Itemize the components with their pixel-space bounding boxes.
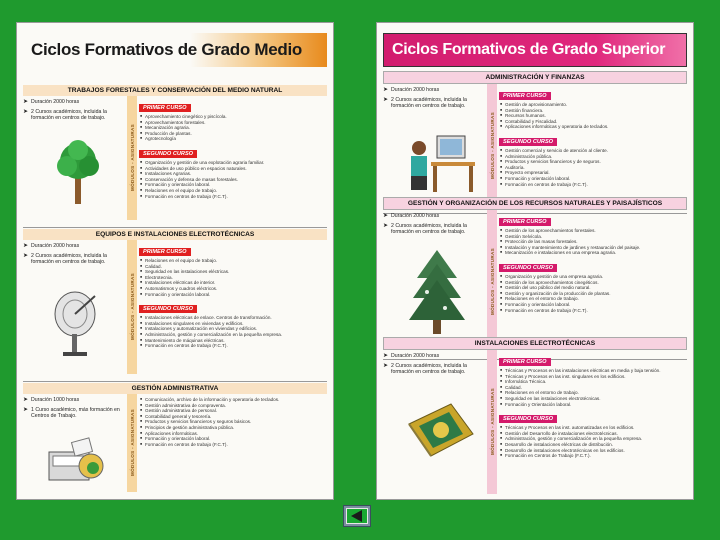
list-item: ■ Auditoría. [499, 165, 687, 171]
modules-vertical-label: MÓDULOS - ASIGNATURAS [127, 394, 137, 492]
list-item: ■ Organización y gestión de una empresa agraria. [499, 274, 687, 280]
list-item: ■ Gestión de aprovisionamiento. [499, 102, 687, 108]
list-item: ■ Administración pública. [499, 154, 687, 160]
primer-curso-list [499, 368, 687, 407]
section-title: INSTALACIONES ELECTROTÉCNICAS [383, 337, 687, 350]
courses-text: ➤ 2 Cursos académicos, incluida la formación en centros de trabajo. [383, 363, 485, 376]
office-worker-illustration [401, 126, 477, 196]
divider [23, 227, 327, 228]
section-title: ADMINISTRACIÓN Y FINANZAS [383, 71, 687, 84]
list-item: ■ Conservación y defensa de masas forestales. [139, 177, 327, 183]
list-item: ■ Formación en centros de trabajo (F.C.T). [139, 194, 327, 200]
list-item: ■ Contabilidad y Fiscalidad. [499, 119, 687, 125]
list-item: ■ Gestión del Desarrollo de instalaciones electrotécnicas. [499, 431, 687, 437]
list-item: ■ Aplicaciones informáticas. [139, 431, 327, 437]
courses-text: ➤ 2 Cursos académicos, incluida la formación en centros de trabajo. [23, 109, 125, 122]
list-item: ■ Formación y orientación laboral. [139, 436, 327, 442]
list-item: ■ Formación en centros de trabajo (F.C.T). [139, 343, 327, 349]
satellite-dish-illustration [51, 286, 107, 358]
list-item: ■ Seguridad en las instalaciones eléctricas. [139, 269, 327, 275]
list-item: ■ Aplicaciones informáticas y operatoria de teclados. [499, 124, 687, 130]
list-item: ■ Actividades de uso público en espacios naturales. [139, 166, 327, 172]
list-item: ■ Gestión Selvícola. [499, 234, 687, 240]
courses-text: ➤ 2 Cursos académicos, incluida la formación en centros de trabajo. [383, 97, 485, 110]
list-item: ■ Formación en centros de trabajo (F.C.T). [139, 442, 327, 448]
segundo-curso-label: SEGUNDO CURSO [499, 138, 557, 146]
list-item: ■ Mecanización e instalaciones en una empresa agraria. [499, 250, 687, 256]
modules-vertical-label: MÓDULOS - ASIGNATURAS [487, 210, 497, 354]
segundo-curso-label: SEGUNDO CURSO [139, 150, 197, 158]
right-page [376, 22, 694, 500]
list-item: ■ Mantenimiento de máquinas eléctricas. [139, 338, 327, 344]
duration-text: ➤ Duración 2000 horas [23, 243, 125, 250]
courses-text: ➤ 2 Cursos académicos, incluida la formación en centros de trabajo. [383, 223, 485, 236]
list-item: ■ Gestión del uso público del medio natural. [499, 285, 687, 291]
microchip-illustration [399, 394, 479, 470]
list-item: ■ Gestión administrativa de compraventa. [139, 403, 327, 409]
list-item: ■ Aprovechamiento cinegético y piscícola. [139, 114, 327, 120]
back-button-face[interactable] [346, 508, 368, 524]
list-item: ■ Formación y orientación laboral. [499, 176, 687, 182]
list-item: ■ Desarrollo de instalaciones eléctricas de distribución. [499, 442, 687, 448]
list-item: ■ Seguridad en las instalaciones electrotécnicas. [499, 396, 687, 402]
list-item: ■ Agrotecnología [139, 136, 327, 142]
list-item: ■ Instalaciones eléctricas de enlace. Centros de transformación. [139, 315, 327, 321]
segundo-curso-label: SEGUNDO CURSO [499, 264, 557, 272]
duration-text: ➤ Duración 2000 horas [383, 213, 485, 220]
section-title: GESTIÓN ADMINISTRATIVA [23, 383, 327, 394]
list-item: ■ Instalaciones eléctricas de interior. [139, 280, 327, 286]
list-item: ■ Organización y gestión de una explotación agraria familiar. [139, 160, 327, 166]
list-item: ■ Proyecto empresarial. [499, 170, 687, 176]
primer-curso-label: PRIMER CURSO [499, 92, 551, 100]
list-item: ■ Calidad. [139, 264, 327, 270]
list-item: ■ Técnicas y Procesos en las inst. singulares en los edificios. [499, 374, 687, 380]
duration-text: ➤ Duración 1000 horas [23, 397, 125, 404]
list-item: ■ Productos y servicios financieros y seguros básicos. [139, 419, 327, 425]
left-page [16, 22, 334, 500]
primer-curso-label: PRIMER CURSO [499, 358, 551, 366]
list-item: ■ Relaciones en el entorno de trabajo. [499, 296, 687, 302]
list-item: ■ Técnicas y Procesos en las instalaciones eléctricas en media y baja tensión. [499, 368, 687, 374]
list-item: ■ Relaciones en el equipo de trabajo. [139, 188, 327, 194]
pine-tree-illustration [407, 248, 467, 338]
list-item: ■ Gestión financiera. [499, 108, 687, 114]
segundo-curso-list [139, 160, 327, 199]
primer-curso-list [139, 258, 327, 297]
section-instalaciones-electrotecnicas [383, 337, 687, 497]
segundo-curso-list [139, 315, 327, 349]
list-item: ■ Formación en centros de trabajo (F.C.T). [499, 308, 687, 314]
back-arrow-icon [350, 510, 364, 522]
primer-curso-label: PRIMER CURSO [139, 248, 191, 256]
list-item: ■ Recursos humanos. [499, 113, 687, 119]
list-item: ■ Comunicación, archivo de la información y operatoria de teclados. [139, 397, 327, 403]
back-button[interactable] [343, 505, 371, 527]
section-title: GESTIÓN Y ORGANIZACIÓN DE LOS RECURSOS NATURALES Y PAISAJÍSTICOS [383, 197, 687, 210]
duration-text: ➤ Duración 2000 horas [23, 99, 125, 106]
list-item: ■ Electrotecnia. [139, 275, 327, 281]
section-administracion-finanzas [383, 71, 687, 211]
list-item: ■ Gestión y organización de la producción de plantas. [499, 291, 687, 297]
primer-curso-label: PRIMER CURSO [139, 104, 191, 112]
segundo-curso-list [499, 148, 687, 187]
modules-vertical-label: MÓDULOS - ASIGNATURAS [487, 350, 497, 494]
primer-curso-list [499, 228, 687, 256]
list-item: ■ Calidad. [499, 385, 687, 391]
list-item: ■ Aprovechamientos forestales. [139, 120, 327, 126]
list-item: ■ Gestión comercial y servicio de atención al cliente. [499, 148, 687, 154]
duration-text: ➤ Duración 2000 horas [383, 353, 485, 360]
list-item: ■ Principios de gestión administrativa pública. [139, 425, 327, 431]
list-item: ■ Instalación y mantenimiento de jardines y restauración del paisaje. [499, 245, 687, 251]
right-page-title: Ciclos Formativos de Grado Superior [383, 33, 687, 67]
list-item: ■ Instalaciones y automatización en viviendas y edificios. [139, 326, 327, 332]
list-item: ■ Técnicas y Procesos en las inst. automatizadas en los edificios. [499, 425, 687, 431]
list-item: ■ Informática Técnica. [499, 379, 687, 385]
left-page-title: Ciclos Formativos de Grado Medio [23, 33, 327, 67]
section-title: EQUIPOS E INSTALACIONES ELECTROTÉCNICAS [23, 229, 327, 240]
primer-curso-list [499, 102, 687, 130]
list-item: ■ Instalaciones Agrarias. [139, 171, 327, 177]
section-trabajos-forestales [23, 85, 327, 225]
list-item: ■ Desarrollo de instalaciones electrotécnicas en los edificios. [499, 448, 687, 454]
list-item: ■ Formación y orientación laboral. [139, 292, 327, 298]
duration-text: ➤ Duración 2000 horas [383, 87, 485, 94]
list-item: ■ Protección de las masas forestales. [499, 239, 687, 245]
segundo-curso-label: SEGUNDO CURSO [499, 415, 557, 423]
primer-curso-list [139, 114, 327, 142]
segundo-curso-label: SEGUNDO CURSO [139, 305, 197, 313]
list-item: ■ Gestión de los aprovechamientos cinegéticos. [499, 280, 687, 286]
section-recursos-naturales [383, 197, 687, 357]
list-item: ■ Automatismos y cuadros eléctricos. [139, 286, 327, 292]
courses-text: ➤ 1 Curso académico, más formación en Centros de Trabajo. [23, 407, 125, 420]
list-item: ■ Formación y orientación laboral. [499, 302, 687, 308]
primer-curso-label: PRIMER CURSO [499, 218, 551, 226]
section-title: TRABAJOS FORESTALES Y CONSERVACIÓN DEL MEDIO NATURAL [23, 85, 327, 96]
modules-vertical-label: MÓDULOS - ASIGNATURAS [127, 240, 137, 374]
list-item: ■ Formación y Orientación laboral. [499, 402, 687, 408]
list-item: ■ Formación y orientación laboral. [139, 182, 327, 188]
divider [23, 381, 327, 382]
modules-vertical-label: MÓDULOS - ASIGNATURAS [487, 84, 497, 208]
list-item: ■ Instalaciones singulares en viviendas y edificios. [139, 321, 327, 327]
list-item: ■ Gestión de los aprovechamientos forestales. [499, 228, 687, 234]
list-item: ■ Relaciones en el equipo de trabajo. [139, 258, 327, 264]
section-equipos-electrotecnicas [23, 229, 327, 379]
list-item: ■ Administración, gestión y comercialización en la pequeña empresa. [499, 436, 687, 442]
list-item: ■ Mecanización agraria. [139, 125, 327, 131]
list-item: ■ Gestión administrativa de personal. [139, 408, 327, 414]
segundo-curso-list [499, 425, 687, 459]
section-gestion-administrativa [23, 383, 327, 497]
segundo-curso-list [499, 274, 687, 313]
tree-illustration [53, 136, 103, 206]
list-item: ■ Formación en Centros de Trabajo (F.C.T.). [499, 453, 687, 459]
list-item: ■ Formación en centros de trabajo (F.C.T). [499, 182, 687, 188]
list-item: ■ Productos y servicios financieros y de seguros. [499, 159, 687, 165]
list-item: ■ Contabilidad general y tesorería. [139, 414, 327, 420]
office-supplies-illustration [43, 434, 113, 488]
courses-text: ➤ 2 Cursos académicos, incluida la formación en centros de trabajo. [23, 253, 125, 266]
modules-vertical-label: MÓDULOS - ASIGNATURAS [127, 96, 137, 220]
list-item: ■ Administración, gestión y comercialización en la pequeña empresa. [139, 332, 327, 338]
modules-list [139, 397, 327, 447]
list-item: ■ Producción de plantas. [139, 131, 327, 137]
list-item: ■ Relaciones en el entorno de trabajo. [499, 390, 687, 396]
